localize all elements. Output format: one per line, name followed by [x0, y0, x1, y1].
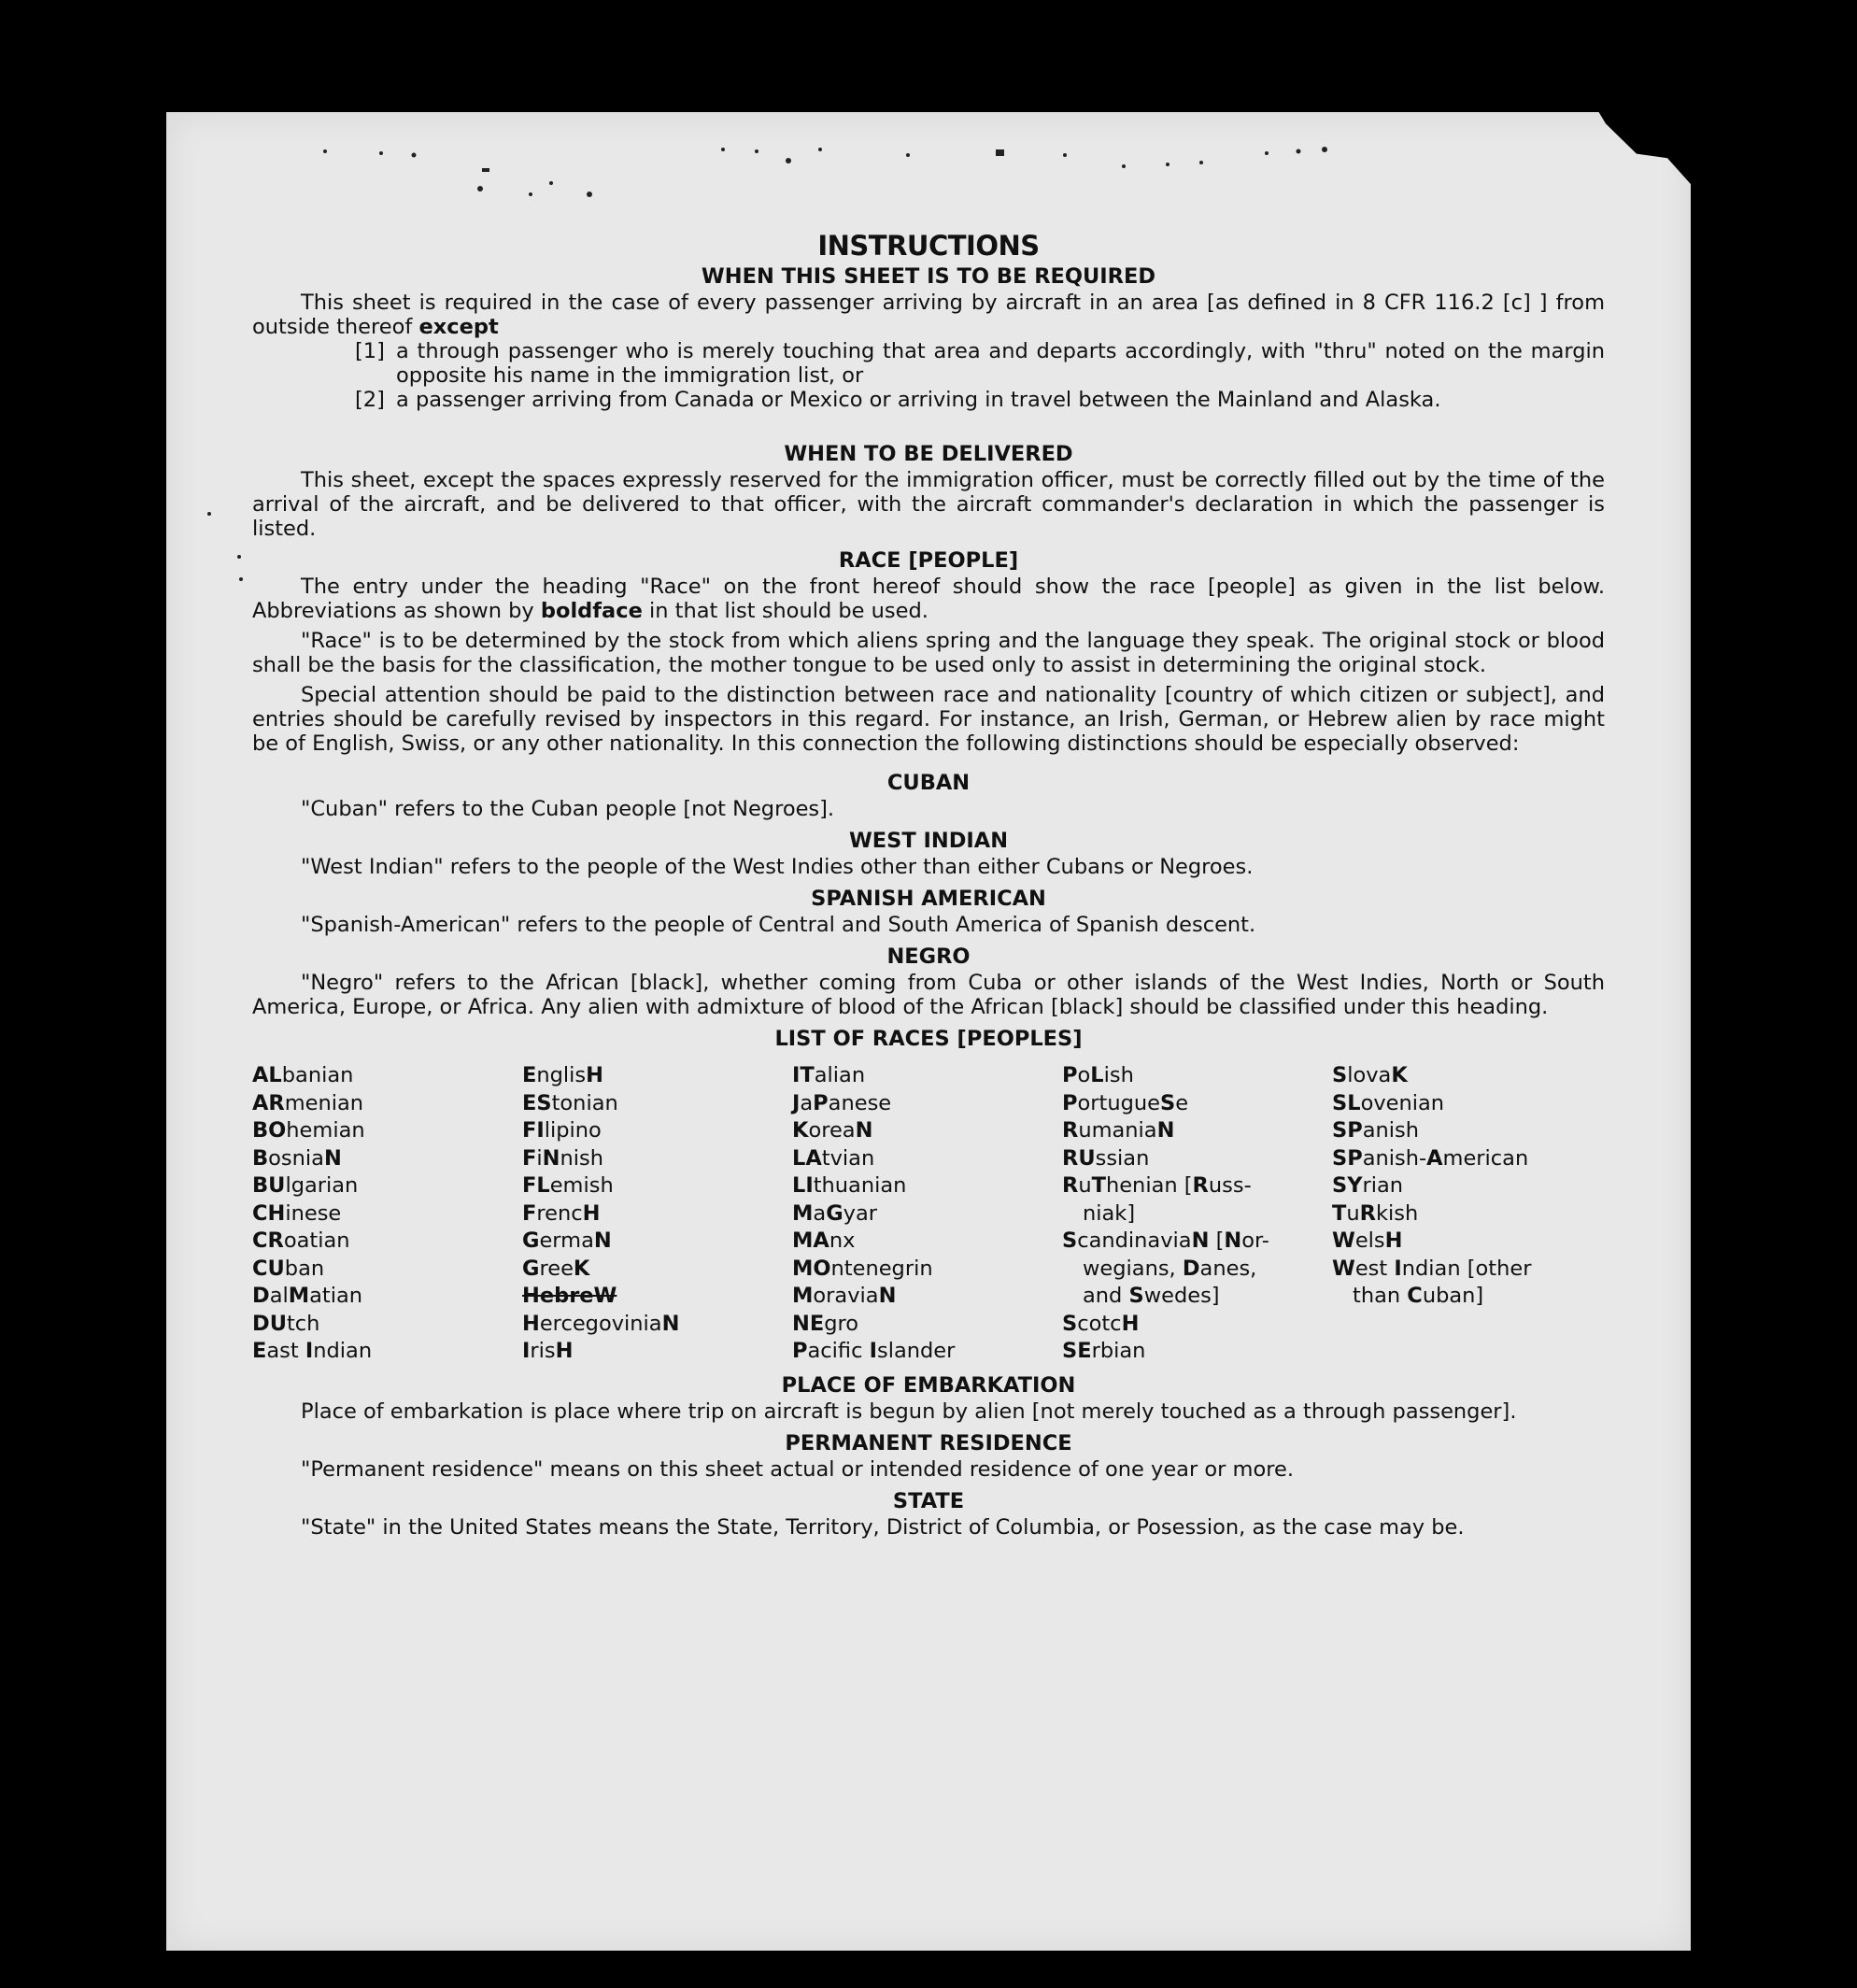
- race-entry: HercegoviniaN: [522, 1311, 680, 1336]
- race-entry: MaGyar: [792, 1200, 878, 1226]
- race-entry: than Cuban]: [1353, 1284, 1484, 1308]
- race-entry: DalMatian: [252, 1284, 363, 1308]
- race-entry: and Swedes]: [1083, 1284, 1220, 1308]
- heading-state: STATE: [892, 1488, 965, 1513]
- negro-text: "Negro" refers to the African [black], whether coming from Cuba or other islands of the West Indies, North or South America, Europe, or Africa. Any alien with admixture of blood of the African [black] should be classified under this heading.: [252, 971, 1605, 1019]
- race-paragraph-2: "Race" is to be determined by the stock from which aliens spring and the language they speak. The original stock or blood shall be the basis for the classification, the mother tongue to be used only to assist in determining the original stock.: [252, 629, 1605, 677]
- race-entry: RUssian: [1062, 1145, 1150, 1171]
- document-sheet: [166, 112, 1691, 1951]
- race-entry: SPanish: [1332, 1118, 1420, 1143]
- condition-item: [1] a through passenger who is merely touching that area and departs accordingly, with "thru" noted on the margin opposite his name in the immigration list, or: [355, 339, 1605, 388]
- heading-spanish-american: SPANISH AMERICAN: [811, 887, 1046, 911]
- instructions-content: [252, 229, 1605, 1540]
- heading-cuban: CUBAN: [886, 771, 971, 795]
- race-entry: SLovenian: [1332, 1090, 1445, 1115]
- race-entry: EStonian: [522, 1090, 618, 1115]
- races-column: [522, 1062, 792, 1366]
- page-title: INSTRUCTIONS: [817, 230, 1040, 262]
- race-entry: ScandinaviaN [Nor-: [1062, 1228, 1269, 1253]
- race-entry: HebreW: [522, 1284, 617, 1308]
- race-entry: MOntenegrin: [792, 1256, 933, 1281]
- race-entry: LAtvian: [792, 1145, 875, 1171]
- race-entry: CRoatian: [252, 1228, 350, 1253]
- race-entry: CHinese: [252, 1200, 342, 1226]
- race-entry: LIthuanian: [792, 1173, 907, 1198]
- race-entry: wegians, Danes,: [1083, 1256, 1257, 1281]
- race-entry: GreeK: [522, 1256, 590, 1281]
- race-entry: SlovaK: [1332, 1063, 1408, 1087]
- spanish-american-text: "Spanish-American" refers to the people of Central and South America of Spanish descent.: [301, 913, 1256, 937]
- races-column: [792, 1062, 1062, 1366]
- race-paragraph-3: Special attention should be paid to the distinction between race and nationality [country of which citizen or subject], and entries should be carefully revised by inspectors in this regard. For instance, an Irish, German, or Hebrew alien by race might be of English, Swiss, or any other nationality. In this connection the following distinctions should be especially observed:: [252, 683, 1605, 756]
- races-column: [1332, 1062, 1602, 1366]
- race-entry: CUban: [252, 1256, 325, 1281]
- race-entry: SYrian: [1332, 1173, 1404, 1198]
- race-entry: West Indian [other: [1332, 1256, 1532, 1281]
- race-entry: ITalian: [792, 1063, 866, 1087]
- heading-when-required: WHEN THIS SHEET IS TO BE REQUIRED: [701, 264, 1156, 289]
- race-entry: ALbanian: [252, 1063, 354, 1087]
- race-entry: PortugueSe: [1062, 1090, 1189, 1115]
- cuban-text: "Cuban" refers to the Cuban people [not Negroes].: [301, 797, 835, 821]
- race-entry: ARmenian: [252, 1090, 364, 1115]
- race-entry: TuRkish: [1332, 1200, 1419, 1226]
- races-column: [252, 1062, 522, 1366]
- race-entry: DUtch: [252, 1311, 320, 1336]
- race-entry: FiNnish: [522, 1145, 603, 1171]
- heading-when-delivered: WHEN TO BE DELIVERED: [784, 442, 1073, 466]
- heading-permanent-residence: PERMANENT RESIDENCE: [785, 1430, 1072, 1456]
- race-entry: SPanish-American: [1332, 1145, 1529, 1171]
- required-intro: This sheet is required in the case of every passenger arriving by aircraft in an area [as defined in 8 CFR 116.2 [c] ] from outside thereof except: [252, 291, 1605, 339]
- race-entry: RuThenian [Russ-: [1062, 1173, 1252, 1198]
- race-entry: MAnx: [792, 1228, 856, 1253]
- race-entry: niak]: [1083, 1200, 1136, 1226]
- race-entry: FIlipino: [522, 1118, 602, 1143]
- embarkation-text: Place of embarkation is place where trip on aircraft is begun by alien [not merely touched as a through passenger].: [301, 1399, 1517, 1424]
- races-list: [252, 1062, 1605, 1366]
- race-entry: MoraviaN: [792, 1284, 897, 1308]
- race-entry: WelsH: [1332, 1228, 1403, 1253]
- condition-item: [2] a passenger arriving from Canada or Mexico or arriving in travel between the Mainland and Alaska.: [355, 388, 1441, 412]
- race-entry: BosniaN: [252, 1145, 342, 1171]
- race-entry: IrisH: [522, 1339, 574, 1363]
- race-entry: BUlgarian: [252, 1173, 359, 1198]
- race-entry: RumaniaN: [1062, 1118, 1175, 1143]
- heading-embarkation: PLACE OF EMBARKATION: [781, 1372, 1076, 1398]
- race-entry: FLemish: [522, 1173, 614, 1198]
- race-entry: Pacific Islander: [792, 1339, 956, 1363]
- race-entry: East Indian: [252, 1339, 373, 1363]
- residence-text: "Permanent residence" means on this sheet actual or intended residence of one year or more.: [301, 1456, 1294, 1482]
- heading-negro: NEGRO: [886, 944, 971, 969]
- heading-race: RACE [PEOPLE]: [838, 548, 1019, 573]
- race-entry: SErbian: [1062, 1339, 1146, 1363]
- delivered-text: This sheet, except the spaces expressly reserved for the immigration officer, must be correctly filled out by the time of the arrival of the aircraft, and be delivered to that officer, with the aircraft commander's declaration in which the passenger is listed.: [252, 468, 1605, 541]
- race-entry: FrencH: [522, 1200, 601, 1226]
- race-entry: EnglisH: [522, 1063, 603, 1087]
- race-entry: JaPanese: [792, 1090, 892, 1115]
- races-column: [1062, 1062, 1332, 1366]
- race-entry: KoreaN: [792, 1118, 873, 1143]
- race-entry: GermaN: [522, 1228, 612, 1253]
- race-entry: ScotcH: [1062, 1311, 1140, 1336]
- race-entry: BOhemian: [252, 1118, 365, 1143]
- heading-list-of-races: LIST OF RACES [PEOPLES]: [774, 1027, 1083, 1051]
- state-text: "State" in the United States means the State, Territory, District of Columbia, or Posession, as the case may be.: [301, 1514, 1465, 1540]
- race-entry: NEgro: [792, 1311, 859, 1336]
- west-indian-text: "West Indian" refers to the people of the West Indies other than either Cubans or Negroes.: [301, 855, 1254, 879]
- race-entry: PoLish: [1062, 1063, 1134, 1087]
- heading-west-indian: WEST INDIAN: [848, 829, 1009, 853]
- torn-corner: [1595, 106, 1698, 192]
- race-paragraph-1: The entry under the heading "Race" on the front hereof should show the race [people] as given in the list below. Abbreviations as shown by boldface in that list should be used.: [252, 575, 1605, 623]
